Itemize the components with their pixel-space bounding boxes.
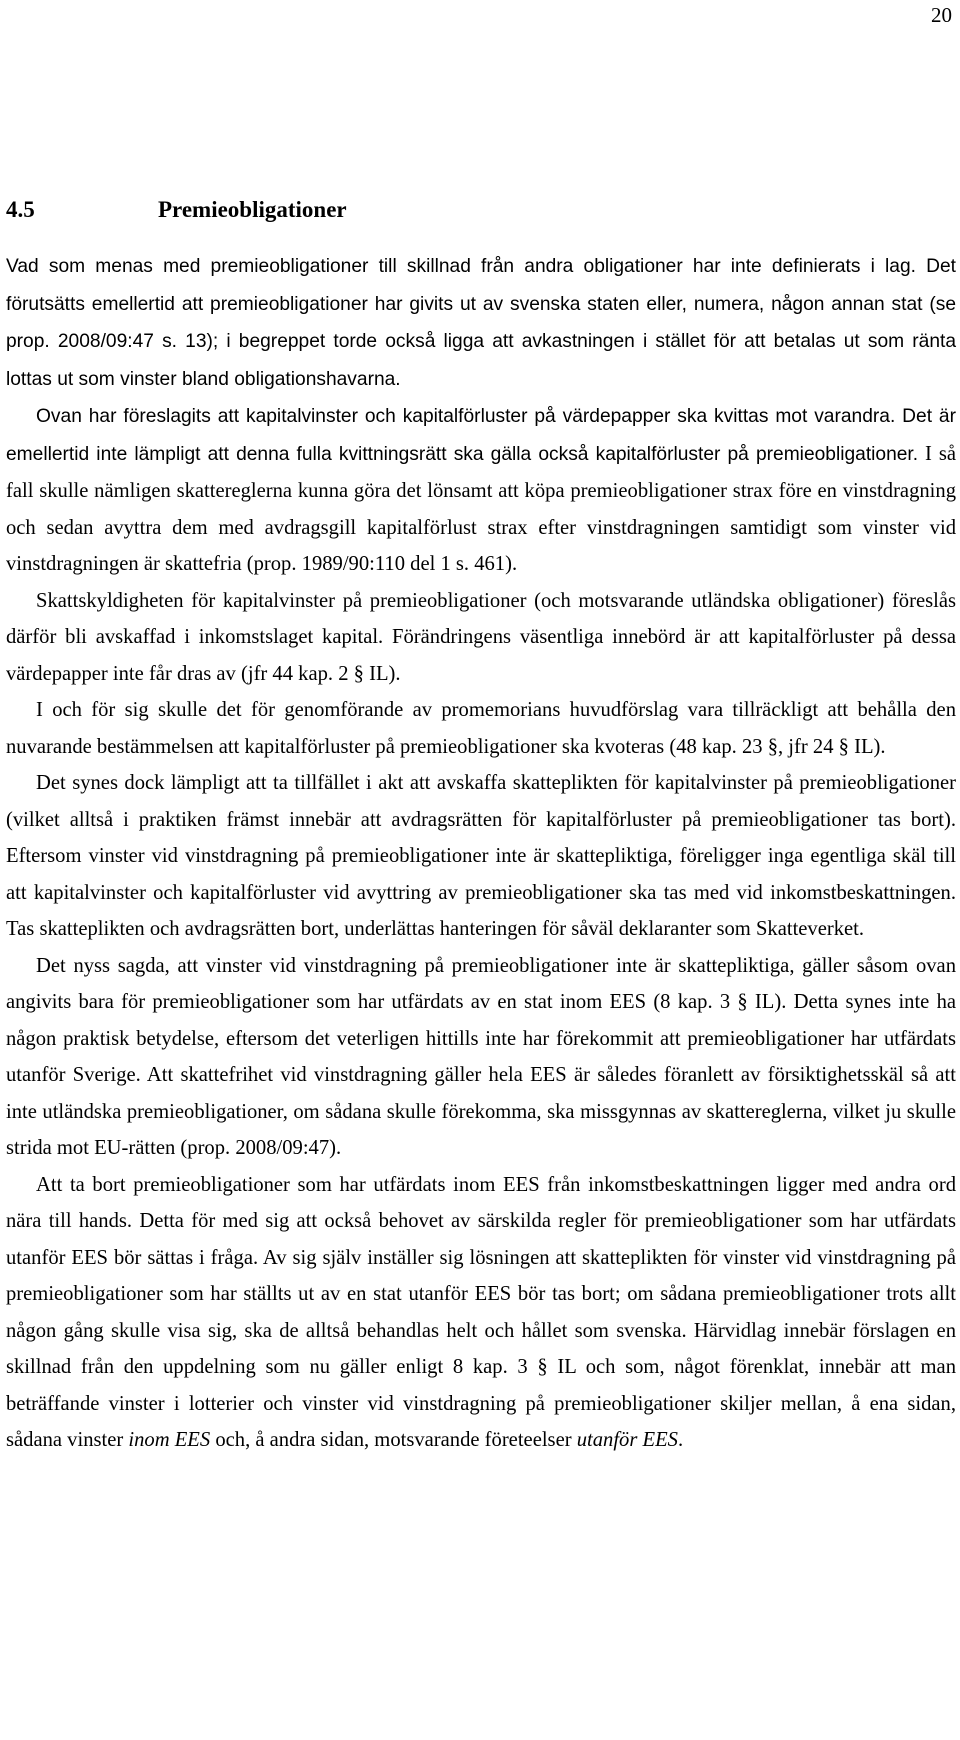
paragraph-text: Det synes dock lämpligt att ta tillfället i akt att avskaffa skatteplikten för kapitalvinster på premieobligationer (vilket alltså i praktiken främst innebär att avdragsrätten för kapitalförluster på premieobligationer tas bort). Eftersom vinster vid vinstdragning på premieobligationer inte är skattepliktiga, föreligger inga egentliga skäl till att kapitalvinster och kapitalförluster vid avyttring av premieobligationer ska tas med vid inkomstbeskattningen. Tas skatteplikten och avdragsrätten bort, underlättas hanteringen för såväl deklaranter som Skatteverket. (6, 772, 956, 940)
paragraph-text: . (677, 1429, 684, 1451)
page-number: 20 (931, 3, 952, 27)
italic-emphasis: inom EES (128, 1429, 211, 1451)
paragraph-text: och, å andra sidan, motsvarande företeelser (210, 1429, 577, 1451)
paragraph-text: I så fall skulle nämligen skattereglerna kunna göra det lönsamt att köpa premieobligationer strax före en vinstdragning och sedan avyttra dem med avdragsgill kapitalförlust strax efter vinstdragningen samtidigt som vinster vid vinstdragningen är skattefria (prop. 1989/90:110 del 1 s. 461). (6, 442, 957, 575)
paragraph-offsetting (6, 398, 956, 583)
section-title: Premieobligationer (158, 197, 347, 222)
section-heading (6, 195, 347, 225)
body-text (6, 248, 956, 1459)
paragraph-text: I och för sig skulle det för genomförande av promemorians huvudförslag vara tillräckligt att behålla den nuvarande bestämmelsen att kapitalförluster på premieobligationer ska kvoteras (48 kap. 23 §, jfr 24 § IL). (6, 699, 956, 758)
paragraph-abolish-tax (6, 765, 956, 948)
paragraph-tax-liability (6, 583, 956, 693)
paragraph-text: Vad som menas med premieobligationer till skillnad från andra obligationer har inte definierats i lag. Det förutsätts emellertid att premieobligationer har givits ut av svenska staten eller, numera, någon annan stat (se prop. 2008/09:47 s. 13); i begreppet torde också ligga att avkastningen i stället för att betalas ut som ränta lottas ut som vinster bland obligationshavarna. (6, 256, 956, 390)
paragraph-text: Skattskyldigheten för kapitalvinster på premieobligationer (och motsvarande utländska obligationer) föreslås därför bli avskaffad i inkomstslaget kapital. Förändringens väsentliga innebörd är att kapitalförluster på dessa värdepapper inte får dras av (jfr 44 kap. 2 § IL). (6, 589, 956, 685)
paragraph-text: Att ta bort premieobligationer som har utfärdats inom EES från inkomstbeskattningen ligger med andra ord nära till hands. Detta för med sig att också behovet av särskilda regler för premieobligationer som har utfärdats utanför EES bör sättas i fråga. Av sig själv inställer sig lösningen att skatteplikten för vinster vid vinstdragning på premieobligationer som har ställts ut av en stat utanför EES bör tas bort; om sådana premieobligationer trots allt någon gång skulle visa sig, ska de alltså behandlas helt och hållet som svenska. Härvidlag innebär förslagen en skillnad från den uppdelning som nu gäller enligt 8 kap. 3 § IL och som, något förenklat, innebär att man beträffande vinster i lotterier och vinster vid vinstdragning på premieobligationer skiljer mellan, å ena sidan, sådana vinster (6, 1173, 956, 1451)
paragraph-text: Det nyss sagda, att vinster vid vinstdragning på premieobligationer inte är skattepliktiga, gäller såsom ovan angivits bara för premieobligationer som har utfärdats av en stat inom EES (8 kap. 3 § IL). Detta synes inte ha någon praktisk betydelse, eftersom det veterligen hittills inte har förekommit att premieobligationer har utfärdats utanför Sverige. Att skattefrihet vid vinstdragning gäller hela EES är således föranlett av försiktighetsskäl så att inte utländska premieobligationer, om sådana skulle förekomma, ska missgynnas av skattereglerna, vilket ju skulle strida mot EU-rätten (prop. 2008/09:47). (6, 954, 956, 1159)
section-number: 4.5 (6, 197, 35, 222)
paragraph-main-proposal (6, 692, 956, 765)
italic-emphasis: utanför EES (576, 1429, 678, 1451)
paragraph-text: Ovan har föreslagits att kapitalvinster och kapitalförluster på värdepapper ska kvittas mot varandra. Det är emellertid inte lämpligt att denna fulla kvittningsrätt ska gälla också kapitalförluster på premieobligationer. (6, 406, 956, 465)
paragraph-ees (6, 948, 956, 1167)
paragraph-outside-ees (6, 1167, 956, 1459)
paragraph-intro (6, 248, 956, 398)
